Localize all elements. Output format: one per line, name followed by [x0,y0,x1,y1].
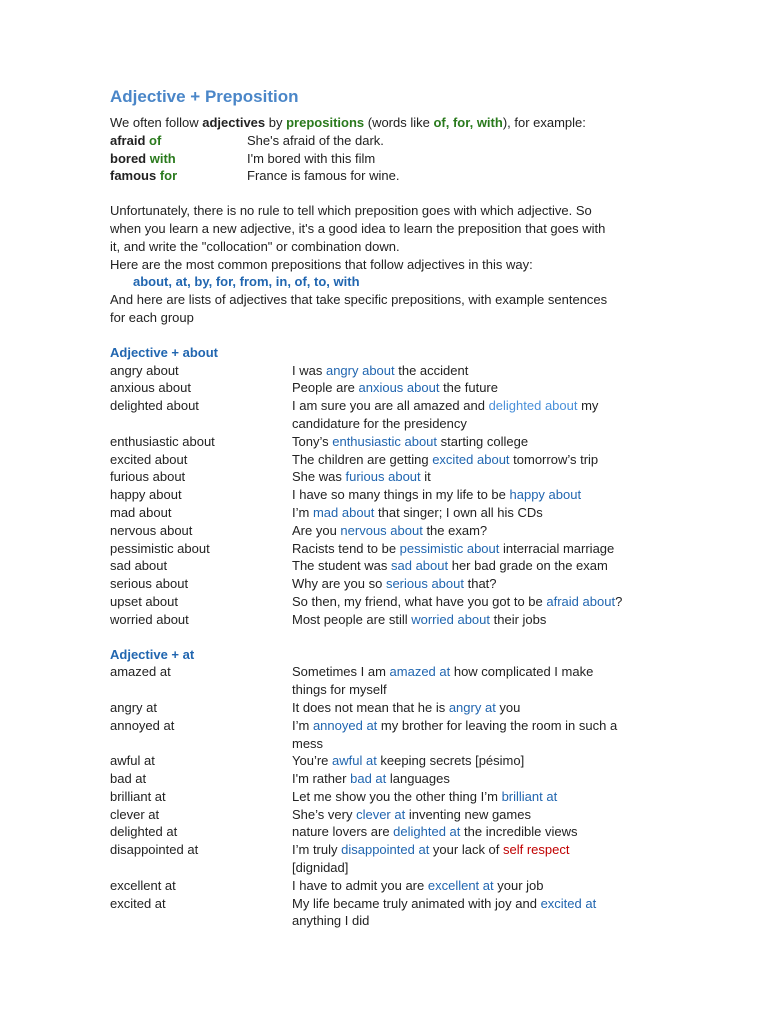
example-sentence [292,663,670,699]
paragraph-line: it, and write the "collocation" or combination down. [110,238,400,254]
list-item [110,823,670,841]
intro-text: by [265,115,287,130]
sentence-continuation: candidature for the presidency [292,415,467,431]
sentence-text: The student was [292,558,391,574]
highlighted-collocation: annoyed at [312,717,378,733]
sentence-text: So then, my friend, what have you got to be [292,593,547,609]
intro-text: ), for example: [502,115,586,130]
list-item [110,468,670,486]
example-adjective: famous [110,168,160,184]
example-sentence [292,895,670,931]
adjective-term: clever at [110,806,160,822]
sentence-text: starting college [437,433,529,449]
sentence-text: I am sure you are all amazed and [292,398,489,414]
sentence-text: the incredible views [460,824,578,840]
section-heading-at: Adjective + at [110,646,195,662]
example-sentence [292,504,670,522]
example-sentence [292,397,670,433]
example-preposition: for [159,168,178,184]
example-row [110,132,670,150]
spacer [110,185,670,202]
sentence-text: nature lovers are [292,824,394,840]
list-item [110,593,670,611]
sentence-continuation: anything I did [292,913,370,929]
example-sentence [292,611,670,629]
example-sentence [292,752,670,770]
sentence-text: my brother for leaving the room in such a [377,717,618,733]
paragraph-line: for each group [110,309,194,325]
page-title: Adjective + Preposition [110,87,299,106]
adjective-term: anxious about [110,380,191,396]
sentence-text: my [577,398,599,414]
adjective-term: sad about [110,558,168,574]
common-prepositions: about, at, by, for, from, in, of, to, with [133,274,360,290]
sentence-text: I’m [292,504,313,520]
sentence-text: their jobs [490,611,547,627]
adjective-term: worried about [110,611,189,627]
list-item [110,611,670,629]
intro-prepositions: prepositions [286,115,365,130]
adjective-term: nervous about [110,522,193,538]
highlighted-term: self respect [503,842,570,858]
example-sentence: I'm bored with this film [247,150,376,166]
example-sentence [292,841,670,877]
highlighted-collocation: enthusiastic about [332,433,438,449]
sentence-text: I’m [292,717,313,733]
sentence-text: Racists tend to be [292,540,400,556]
list-item [110,397,670,433]
sentence-text: The children are getting [292,451,433,467]
sentence-text: I'm rather [292,771,351,787]
highlighted-collocation: afraid about [546,593,616,609]
example-preposition: with [149,150,176,166]
sentence-text: keeping secrets [pésimo] [376,753,525,769]
highlighted-collocation: excited at [540,895,597,911]
example-row [110,167,670,185]
adjective-term: disappointed at [110,842,199,858]
sentence-text: languages [386,771,450,787]
at-list [110,663,670,930]
intro-line [110,114,670,132]
example-sentence: France is famous for wine. [247,168,400,184]
highlighted-collocation: furious about [345,469,421,485]
list-item [110,540,670,558]
sentence-text: ? [615,593,623,609]
list-item [110,717,670,753]
adjective-term: angry about [110,362,179,378]
sentence-text: I was [292,362,326,378]
highlighted-collocation: delighted at [393,824,461,840]
adjective-term: delighted about [110,398,199,414]
list-item [110,770,670,788]
highlighted-collocation: awful at [332,753,377,769]
example-sentence [292,575,670,593]
example-sentence [292,806,670,824]
highlighted-collocation: serious about [385,576,464,592]
sentence-text: Sometimes I am [292,664,390,680]
sentence-text: Let me show you the other thing I’m [292,788,502,804]
example-preposition: of [149,132,162,148]
highlighted-collocation: sad about [391,558,449,574]
paragraph-line: Unfortunately, there is no rule to tell which preposition goes with which adjective. So [110,203,592,219]
sentence-text: Are you [292,522,341,538]
example-sentence [292,877,670,895]
highlighted-collocation: mad about [312,504,375,520]
document-content [110,86,670,930]
list-item [110,451,670,469]
sentence-text: I have so many things in my life to be [292,487,510,503]
sentence-text: the future [439,380,498,396]
adjective-term: mad about [110,504,172,520]
adjective-term: enthusiastic about [110,433,215,449]
list-item [110,841,670,877]
list-item [110,557,670,575]
list-item [110,663,670,699]
adjective-term: excellent at [110,877,176,893]
adjective-term: serious about [110,576,189,592]
highlighted-collocation: clever at [356,806,406,822]
sentence-text: My life became truly animated with joy and [292,895,541,911]
highlighted-collocation: brilliant at [501,788,558,804]
list-item [110,752,670,770]
intro-text: We often follow [110,115,203,130]
list-item [110,486,670,504]
sentence-text: interracial marriage [499,540,615,556]
sentence-text: You’re [292,753,332,769]
adjective-term: amazed at [110,664,171,680]
sentence-text: how complicated I make [450,664,594,680]
sentence-text: the accident [394,362,469,378]
list-item [110,806,670,824]
adjective-term: delighted at [110,824,178,840]
example-sentence [292,451,670,469]
sentence-text: She’s very [292,806,357,822]
example-sentence [292,362,670,380]
example-sentence [292,717,670,753]
example-sentence [292,557,670,575]
sentence-text: that singer; I own all his CDs [374,504,543,520]
adjective-term: bad at [110,771,147,787]
sentence-text: the exam? [422,522,488,538]
adjective-term: awful at [110,753,155,769]
list-item [110,379,670,397]
example-sentence: She's afraid of the dark. [247,132,384,148]
intro-adjectives: adjectives [202,115,266,130]
sentence-text: her bad grade on the exam [448,558,608,574]
sentence-text: Most people are still [292,611,412,627]
highlighted-collocation: happy about [509,487,582,503]
intro-examples: of, for, with [433,115,503,130]
highlighted-collocation: excited about [432,451,510,467]
highlighted-collocation: excellent at [427,877,494,893]
highlighted-collocation: angry about [325,362,395,378]
sentence-text: inventing new games [405,806,531,822]
example-sentence [292,486,670,504]
list-item [110,575,670,593]
list-item [110,788,670,806]
adjective-term: brilliant at [110,788,166,804]
example-sentence [292,433,670,451]
sentence-text: it [420,469,431,485]
adjective-term: angry at [110,699,157,715]
sentence-text: It does not mean that he is [292,699,449,715]
example-row [110,150,670,168]
adjective-term: pessimistic about [110,540,210,556]
sentence-text: Why are you so [292,576,386,592]
example-sentence [292,522,670,540]
sentence-text: I’m truly [292,842,342,858]
paragraph-line: Here are the most common prepositions that follow adjectives in this way: [110,256,533,272]
adjective-term: annoyed at [110,717,175,733]
example-sentence [292,770,670,788]
highlighted-collocation: worried about [411,611,491,627]
list-item [110,433,670,451]
sentence-text: She was [292,469,346,485]
sentence-text: Tony’s [292,433,333,449]
highlighted-collocation: disappointed at [341,842,430,858]
sentence-text: you [495,699,521,715]
example-sentence [292,468,670,486]
adjective-term: happy about [110,487,182,503]
adjective-term: furious about [110,469,186,485]
example-sentence [292,540,670,558]
list-item [110,877,670,895]
sentence-text: that? [464,576,497,592]
sentence-continuation: things for myself [292,682,387,698]
sentence-text: your lack of [429,842,504,858]
intro-text: (words like [364,115,434,130]
highlighted-collocation: bad at [350,771,387,787]
example-sentence [292,699,670,717]
example-sentence [292,823,670,841]
sentence-continuation: [dignidad] [292,860,349,876]
highlighted-collocation: amazed at [389,664,451,680]
example-adjective: bored [110,150,150,166]
sentence-continuation: mess [292,735,324,751]
example-sentence [292,788,670,806]
adjective-term: excited at [110,895,166,911]
example-adjective: afraid [110,132,150,148]
list-item [110,699,670,717]
list-item [110,895,670,931]
list-item [110,522,670,540]
paragraph-line: when you learn a new adjective, it's a good idea to learn the preposition that goes with [110,220,606,236]
highlighted-collocation: angry at [448,699,496,715]
sentence-text: I have to admit you are [292,877,428,893]
highlighted-collocation: anxious about [358,380,440,396]
highlighted-collocation: delighted about [488,398,578,414]
example-sentence [292,379,670,397]
list-item [110,362,670,380]
adjective-term: excited about [110,451,188,467]
list-item [110,504,670,522]
sentence-text: tomorrow’s trip [509,451,599,467]
paragraph-line: And here are lists of adjectives that take specific prepositions, with example sentences [110,292,608,308]
sentence-text: your job [493,877,544,893]
about-list [110,362,670,629]
highlighted-collocation: pessimistic about [399,540,500,556]
section-heading-about: Adjective + about [110,344,218,360]
highlighted-collocation: nervous about [340,522,423,538]
sentence-text: People are [292,380,359,396]
adjective-term: upset about [110,593,178,609]
example-sentence [292,593,670,611]
